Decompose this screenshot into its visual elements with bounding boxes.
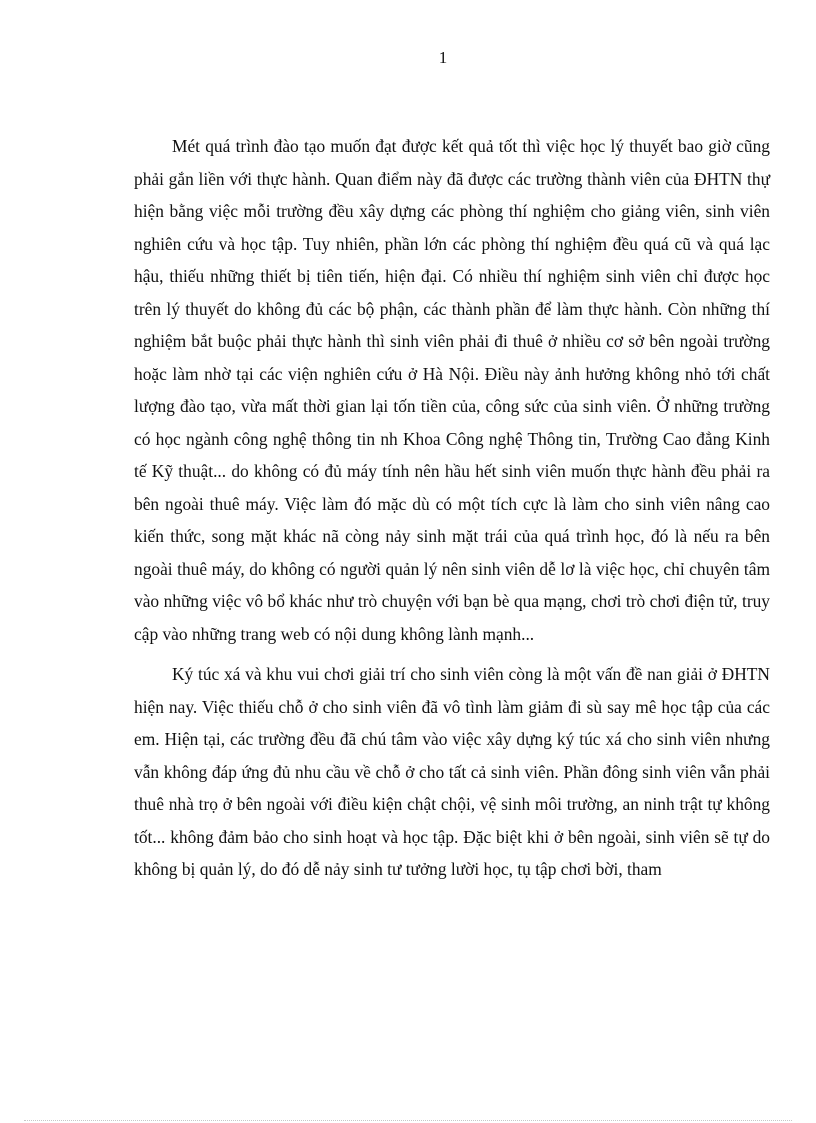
paragraph: Ký túc xá và khu vui chơi giải trí cho sinh viên còng là một vấn đề nan giải ở ĐHTN hiện nay. Việc thiếu chỗ ở cho sinh viên đã vô tình làm giảm đi sù say mê học tập của các em. Hiện tại, các trường đều đã chú tâm vào việc xây dựng ký túc xá cho sinh viên nhưng vẫn không đáp ứng đủ nhu cầu về chỗ ở cho tất cả sinh viên. Phần đông sinh viên vẫn phải thuê nhà trọ ở bên ngoài với điều kiện chật chội, vệ sinh môi trường, an ninh trật tự không tốt... không đảm bảo cho sinh hoạt và học tập. Đặc biệt khi ở bên ngoài, sinh viên sẽ tự do không bị quản lý, do đó dễ nảy sinh tư tưởng lười học, tụ tập chơi bời, tham <box>134 664 770 879</box>
page-number: 1 <box>438 48 448 67</box>
page-bottom-divider <box>24 1120 792 1121</box>
body-text <box>134 130 770 886</box>
paragraph: Mét quá trình đào tạo muốn đạt được kết quả tốt thì việc học lý thuyết bao giờ cũng phải gắn liền với thực hành. Quan điểm này đã được các trường thành viên của ĐHTN thự hiện bằng việc mỗi trường đều xây dựng các phòng thí nghiệm cho giảng viên, sinh viên nghiên cứu và học tập. Tuy nhiên, phần lớn các phòng thí nghiệm đều quá cũ và quá lạc hậu, thiếu những thiết bị tiên tiến, hiện đại. Có nhiều thí nghiệm sinh viên chỉ được học trên lý thuyết do không đủ các bộ phận, các thành phần để làm thực hành. Còn những thí nghiệm bắt buộc phải thực hành thì sinh viên phải đi thuê ở nhiều cơ sở bên ngoài trường hoặc làm nhờ tại các viện nghiên cứu ở Hà Nội. Điều này ảnh hưởng không nhỏ tới chất lượng đào tạo, vừa mất thời gian lại tốn tiền của, công sức của sinh viên. Ở những trường có học ngành công nghệ thông tin nh Khoa Công nghệ Thông tin, Trường Cao đẳng Kinh tế Kỹ thuật... do không có đủ máy tính nên hầu hết sinh viên muốn thực hành đều phải ra bên ngoài thuê máy. Việc làm đó mặc dù có một tích cực là làm cho sinh viên nâng cao kiến thức, song mặt khác nã còng nảy sinh mặt trái của quá trình học, đó là nếu ra bên ngoài thuê máy, do không có người quản lý nên sinh viên dễ lơ là việc học, chỉ chuyên tâm vào những việc vô bổ khác như trò chuyện với bạn bè qua mạng, chơi trò chơi điện tử, truy cập vào những trang web có nội dung không lành mạnh... <box>134 136 770 644</box>
